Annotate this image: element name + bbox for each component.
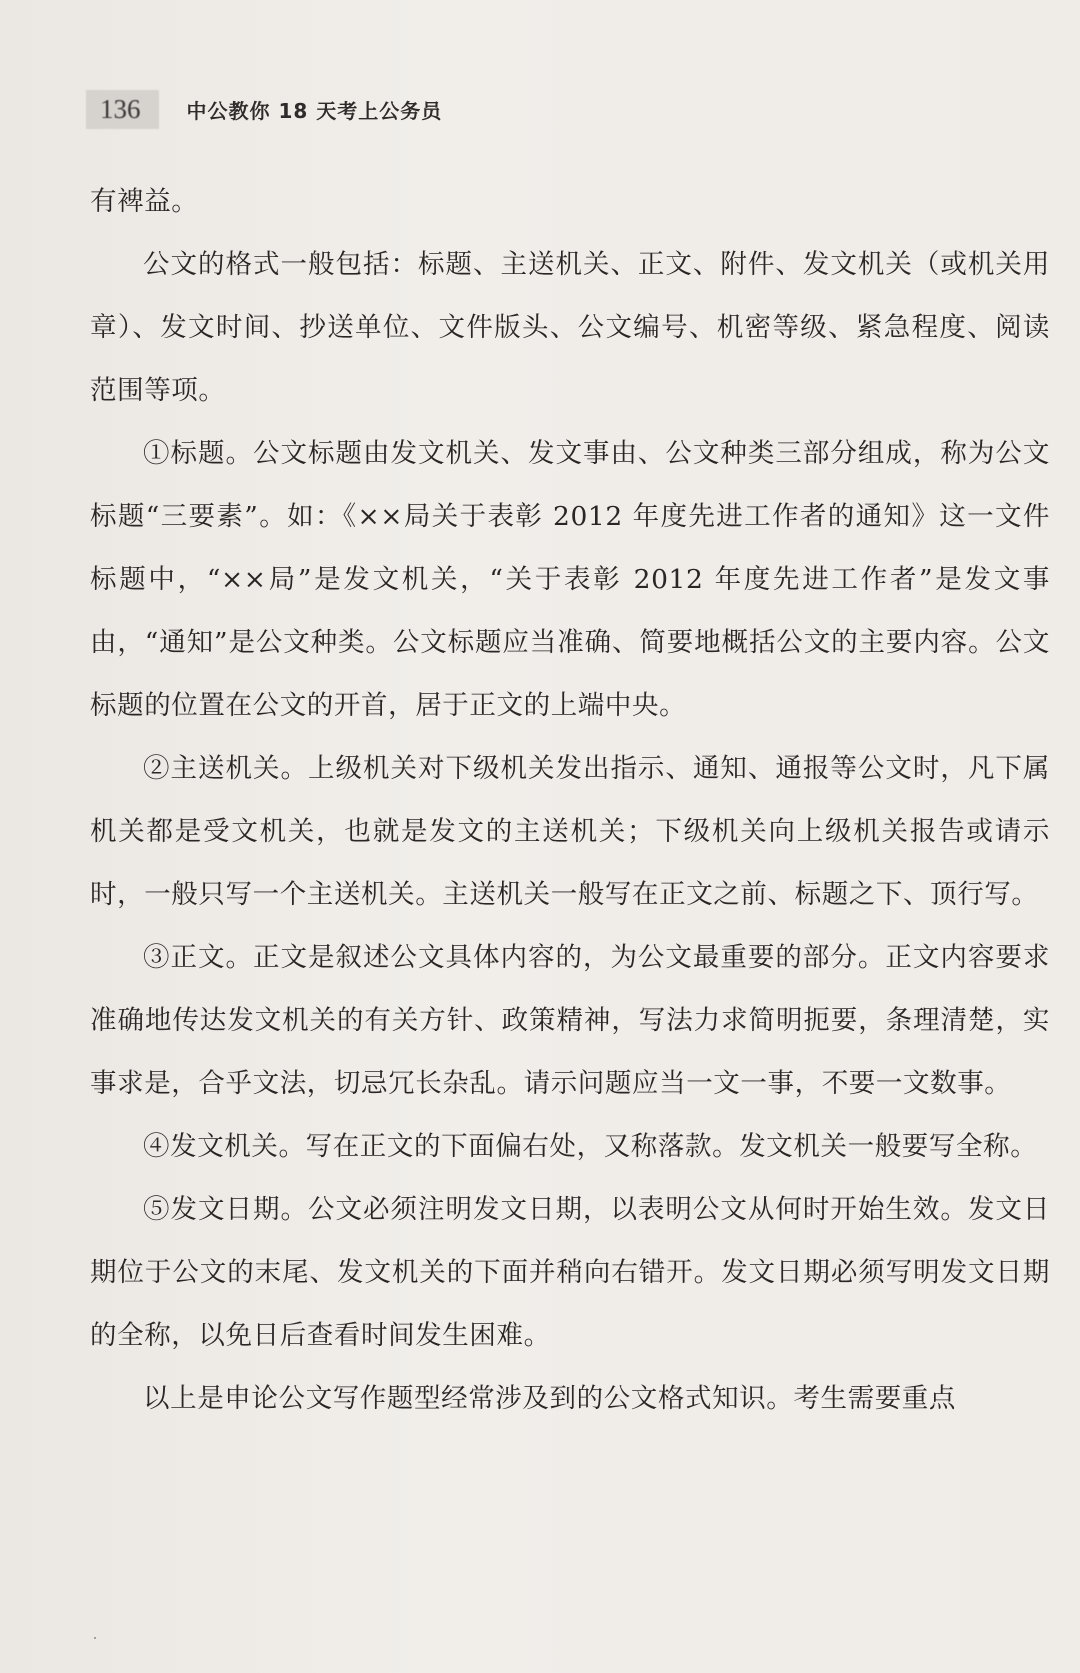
- paragraph-title: ①标题。公文标题由发文机关、发文事由、公文种类三部分组成，称为公文标题“三要素”。如：《××局关于表彰 2012 年度先进工作者的通知》这一文件标题中，“××局”是发文机关，“关于表彰 2012 年度先进工作者”是发文事由，“通知”是公文种类。公文标题应当准确、简要地概括公文的主要内容。公文标题的位置在公文的开首，居于正文的上端中央。: [90, 438, 1050, 721]
- running-header: [86, 84, 442, 134]
- paragraph-format-overview: 公文的格式一般包括：标题、主送机关、正文、附件、发文机关（或机关用章）、发文时间、抄送单位、文件版头、公文编号、机密等级、紧急程度、阅读范围等项。: [90, 249, 1050, 406]
- paragraph-issue-date: ⑤发文日期。公文必须注明发文日期，以表明公文从何时开始生效。发文日期位于公文的末尾、发文机关的下面并稍向右错开。发文日期必须写明发文日期的全称，以免日后查看时间发生困难。: [90, 1194, 1050, 1351]
- paragraph-issuing-agency: ④发文机关。写在正文的下面偏右处，又称落款。发文机关一般要写全称。: [143, 1131, 1038, 1162]
- paragraph-continuation: 有裨益。: [90, 186, 199, 217]
- paragraph-main-recipient: ②主送机关。上级机关对下级机关发出指示、通知、通报等公文时，凡下属机关都是受文机关，也就是发文的主送机关；下级机关向上级机关报告或请示时，一般只写一个主送机关。主送机关一般写在正文之前、标题之下、顶行写。: [90, 753, 1050, 910]
- body-text: [90, 170, 1050, 1430]
- paragraph-body: ③正文。正文是叙述公文具体内容的，为公文最重要的部分。正文内容要求准确地传达发文机关的有关方针、政策精神，写法力求简明扼要，条理清楚，实事求是，合乎文法，切忌冗长杂乱。请示问题应当一文一事，不要一文数事。: [90, 942, 1050, 1099]
- paragraph-summary: 以上是申论公文写作题型经常涉及到的公文格式知识。考生需要重点: [143, 1383, 956, 1414]
- print-speck: [94, 1637, 96, 1639]
- book-title: 中公教你 18 天考上公务员: [186, 98, 443, 123]
- page-number: 136: [86, 90, 159, 129]
